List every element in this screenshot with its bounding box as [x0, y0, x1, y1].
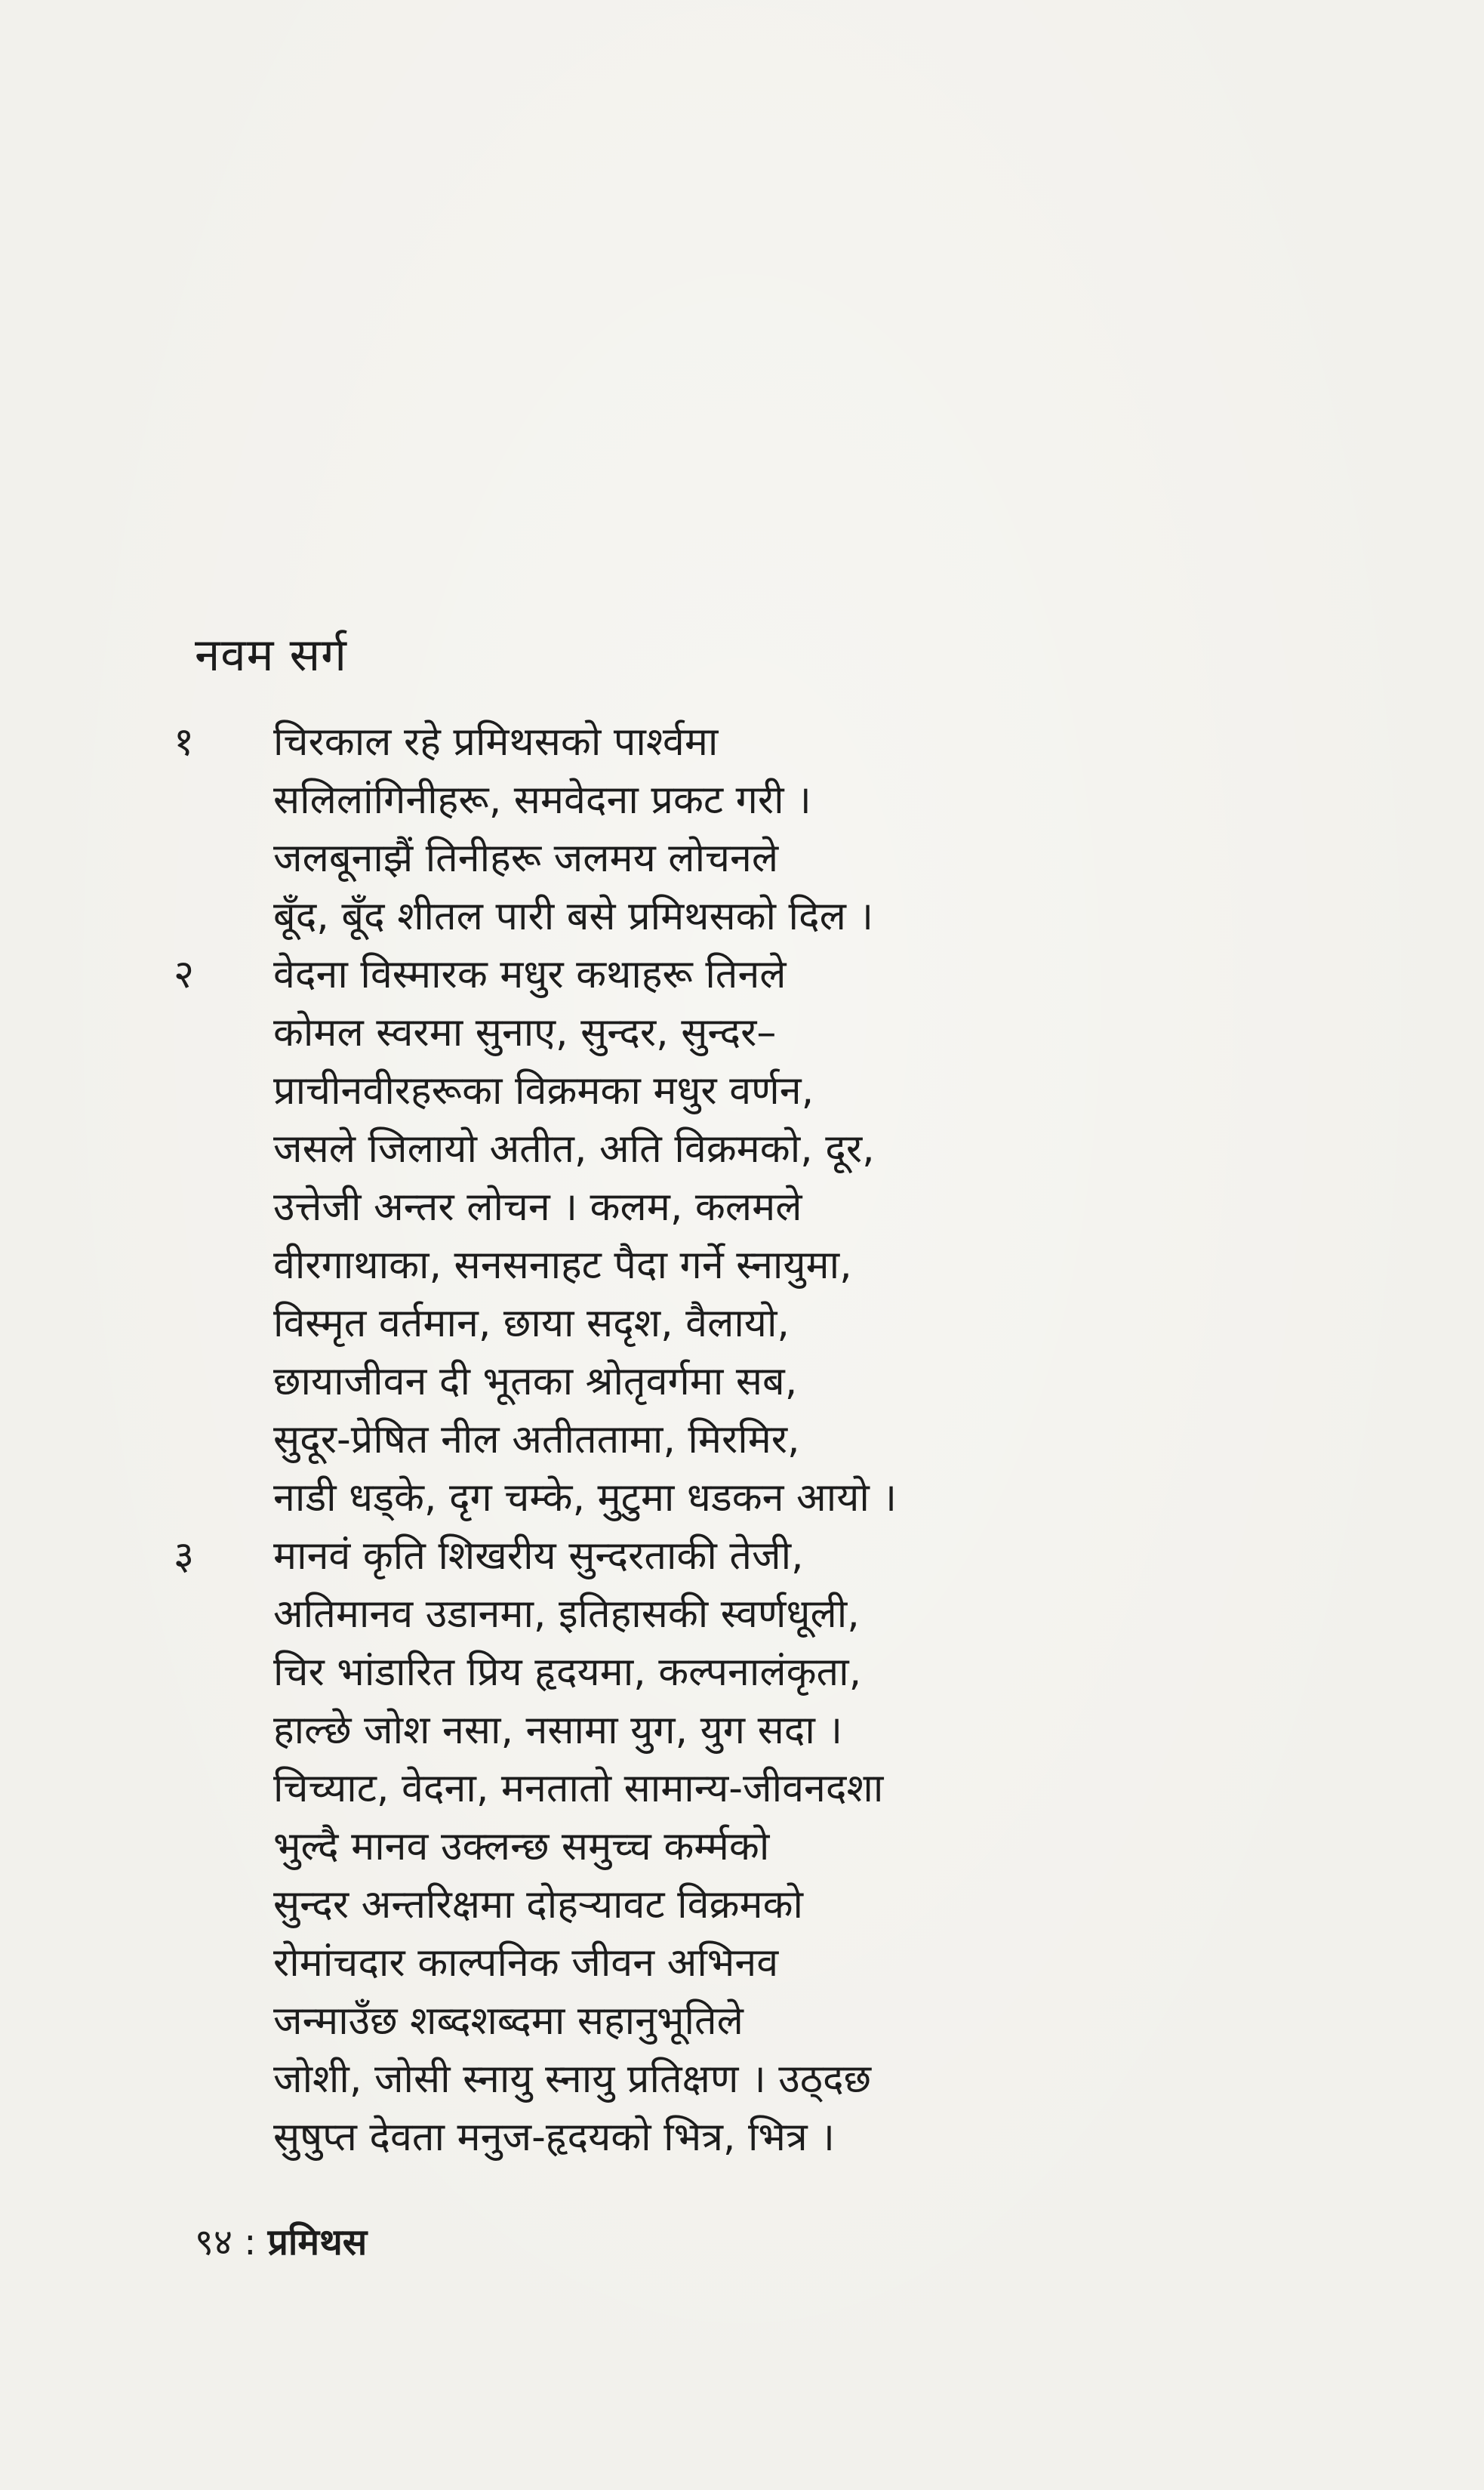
verse-list: [174, 713, 1306, 2167]
verse-line: हाल्छे जोश नसा, नसामा युग, युग सदा ।: [273, 1708, 843, 1753]
verse-number: २: [174, 952, 195, 997]
verse-line: सुन्दर अन्तरिक्षमा दोहऱ्यावट विक्रमको: [273, 1882, 803, 1928]
chapter-title: नवम सर्ग: [195, 629, 347, 683]
page-number: ९४: [195, 2221, 232, 2263]
verse-line: उत्तेजी अन्तर लोचन । कलम, कलमले: [273, 1185, 802, 1230]
verse-line: छायाजीवन दी भूतका श्रोतृवर्गमा सब,: [273, 1359, 798, 1404]
verse-line: जन्माउँछ शब्दशब्दमा सहानुभूतिले: [273, 1998, 744, 2044]
verse-2: [174, 946, 1306, 1527]
verse-number: ३: [174, 1533, 195, 1579]
verse-line: वेदना विस्मारक मधुर कथाहरू तिनले: [273, 952, 787, 997]
verse-line: चिर भांडारित प्रिय हृदयमा, कल्पनालंकृता,: [273, 1650, 862, 1695]
verse-line: रोमांचदार काल्पनिक जीवन अभिनव: [273, 1940, 779, 1986]
verse-line: मानवं कृति शिखरीय सुन्दरताकी तेजी,: [273, 1533, 804, 1579]
page-footer: [195, 2218, 367, 2267]
book-title: प्रमिथस: [267, 2221, 368, 2263]
verse-line: बूँद, बूँद शीतल पारी बसे प्रमिथसको दिल ।: [273, 894, 874, 939]
verse-line: जोशी, जोसी स्नायु स्नायु प्रतिक्षण । उठ्दछ: [273, 2057, 872, 2102]
verse-line: सलिलांगिनीहरू, समवेदना प्रकट गरी ।: [273, 778, 811, 823]
verse-number: १: [174, 720, 195, 765]
verse-line: नाडी धड्के, दृग चम्के, मुटुमा धडकन आयो ।: [273, 1475, 897, 1521]
verse-3: [174, 1527, 1306, 2167]
verse-line: प्राचीनवीरहरूका विक्रमका मधुर वर्णन,: [273, 1068, 814, 1114]
verse-line: चिरकाल रहे प्रमिथसको पार्श्वमा: [273, 720, 719, 765]
verse-line: विस्मृत वर्तमान, छाया सदृश, वैलायो,: [273, 1301, 790, 1346]
verse-line: अतिमानव उडानमा, इतिहासकी स्वर्णधूली,: [273, 1592, 860, 1637]
verse-line: सुषुप्त देवता मनुज-हृदयको भित्र, भित्र ।: [273, 2115, 835, 2160]
verse-line: जलबूनाझैं तिनीहरू जलमय लोचनले: [273, 836, 779, 881]
verse-line: सुदूर-प्रेषित नील अतीततामा, मिरमिर,: [273, 1417, 800, 1462]
verse-line: वीरगाथाका, सनसनाहट पैदा गर्ने स्नायुमा,: [273, 1243, 852, 1288]
footer-separator: :: [244, 2221, 257, 2263]
verse-line: चिच्याट, वेदना, मनतातो सामान्य-जीवनदशा: [273, 1766, 884, 1811]
verse-line: भुल्दै मानव उक्लन्छ समुच्च कर्म्मको: [273, 1824, 770, 1869]
verse-line: कोमल स्वरमा सुनाए, सुन्दर, सुन्दर–: [273, 1010, 777, 1055]
verse-1: [174, 713, 1306, 946]
verse-line: जसले जिलायो अतीत, अति विक्रमको, दूर,: [273, 1126, 875, 1172]
